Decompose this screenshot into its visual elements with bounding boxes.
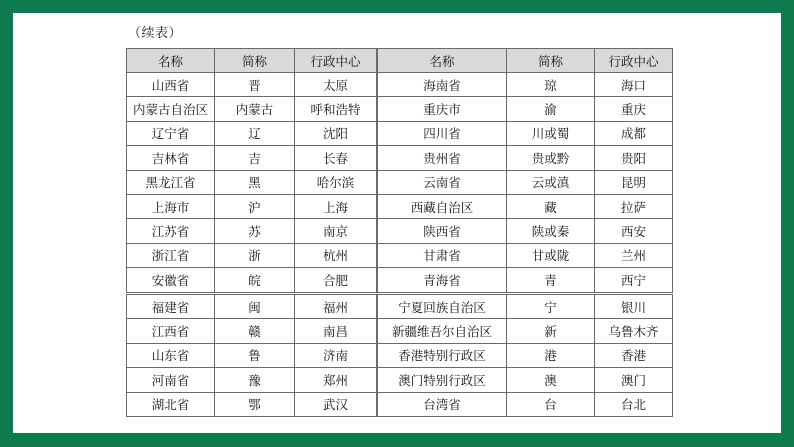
cell-abbr: 浙 (215, 243, 295, 267)
cell-abbr: 陕或秦 (507, 219, 595, 243)
cell-abbr: 宁 (507, 295, 595, 319)
cell-capital: 呼和浩特 (295, 97, 377, 121)
cell-capital: 福州 (295, 295, 377, 319)
cell-name: 新疆维吾尔自治区 (378, 319, 507, 343)
cell-name: 海南省 (378, 73, 507, 97)
cell-name: 内蒙古自治区 (127, 97, 215, 121)
cell-name: 山西省 (127, 73, 215, 97)
right-table-bottom (377, 294, 673, 417)
right-table-top (377, 48, 673, 293)
cell-abbr: 豫 (215, 368, 295, 392)
cell-capital: 澳门 (595, 368, 673, 392)
cell-abbr: 藏 (507, 194, 595, 218)
table-row (378, 73, 673, 97)
table-row (127, 343, 377, 367)
cell-capital: 武汉 (295, 392, 377, 416)
cell-name: 湖北省 (127, 392, 215, 416)
cell-capital: 哈尔滨 (295, 170, 377, 194)
table-row (127, 268, 377, 292)
header-capital: 行政中心 (595, 49, 673, 73)
cell-abbr: 黑 (215, 170, 295, 194)
cell-abbr: 内蒙古 (215, 97, 295, 121)
cell-abbr: 沪 (215, 194, 295, 218)
cell-name: 甘肃省 (378, 243, 507, 267)
cell-name: 山东省 (127, 343, 215, 367)
cell-abbr: 苏 (215, 219, 295, 243)
cell-abbr: 赣 (215, 319, 295, 343)
left-table-bottom (126, 294, 377, 417)
cell-name: 贵州省 (378, 146, 507, 170)
cell-name: 香港特别行政区 (378, 343, 507, 367)
cell-capital: 香港 (595, 343, 673, 367)
header-abbr: 简称 (507, 49, 595, 73)
cell-abbr: 贵或黔 (507, 146, 595, 170)
cell-name: 云南省 (378, 170, 507, 194)
table-row (378, 146, 673, 170)
cell-abbr: 云或滇 (507, 170, 595, 194)
table-row (378, 121, 673, 145)
cell-capital: 成都 (595, 121, 673, 145)
cell-name: 江苏省 (127, 219, 215, 243)
cell-capital: 长春 (295, 146, 377, 170)
table-row (378, 243, 673, 267)
table-row (378, 170, 673, 194)
cell-name: 辽宁省 (127, 121, 215, 145)
table-row (378, 268, 673, 292)
slide (13, 13, 781, 433)
table-row (127, 97, 377, 121)
table-row (127, 170, 377, 194)
cell-capital: 乌鲁木齐 (595, 319, 673, 343)
cell-capital: 南京 (295, 219, 377, 243)
cell-capital: 合肥 (295, 268, 377, 292)
cell-abbr: 琼 (507, 73, 595, 97)
table-row (378, 219, 673, 243)
cell-name: 福建省 (127, 295, 215, 319)
cell-name: 宁夏回族自治区 (378, 295, 507, 319)
cell-name: 台湾省 (378, 392, 507, 416)
cell-name: 浙江省 (127, 243, 215, 267)
cell-name: 吉林省 (127, 146, 215, 170)
table-row (378, 368, 673, 392)
cell-name: 江西省 (127, 319, 215, 343)
cell-capital: 上海 (295, 194, 377, 218)
cell-name: 青海省 (378, 268, 507, 292)
table-row (127, 146, 377, 170)
table-row (127, 368, 377, 392)
table-row (127, 219, 377, 243)
header-row (127, 49, 377, 73)
header-abbr: 简称 (215, 49, 295, 73)
table-row (378, 319, 673, 343)
cell-abbr: 台 (507, 392, 595, 416)
cell-abbr: 川或蜀 (507, 121, 595, 145)
cell-capital: 海口 (595, 73, 673, 97)
cell-capital: 沈阳 (295, 121, 377, 145)
cell-abbr: 闽 (215, 295, 295, 319)
cell-capital: 拉萨 (595, 194, 673, 218)
left-table-top (126, 48, 377, 293)
cell-abbr: 澳 (507, 368, 595, 392)
cell-capital: 贵阳 (595, 146, 673, 170)
cell-abbr: 晋 (215, 73, 295, 97)
cell-capital: 西安 (595, 219, 673, 243)
table-row (127, 73, 377, 97)
table-row (127, 392, 377, 416)
header-name: 名称 (378, 49, 507, 73)
cell-name: 河南省 (127, 368, 215, 392)
cell-capital: 郑州 (295, 368, 377, 392)
cell-name: 澳门特别行政区 (378, 368, 507, 392)
cell-abbr: 吉 (215, 146, 295, 170)
cell-abbr: 青 (507, 268, 595, 292)
cell-abbr: 皖 (215, 268, 295, 292)
table-row (378, 295, 673, 319)
cell-abbr: 新 (507, 319, 595, 343)
table-row (127, 121, 377, 145)
cell-name: 上海市 (127, 194, 215, 218)
cell-abbr: 辽 (215, 121, 295, 145)
table-row (127, 194, 377, 218)
header-name: 名称 (127, 49, 215, 73)
cell-capital: 银川 (595, 295, 673, 319)
cell-capital: 杭州 (295, 243, 377, 267)
cell-abbr: 渝 (507, 97, 595, 121)
header-row (378, 49, 673, 73)
table-row (127, 243, 377, 267)
cell-abbr: 港 (507, 343, 595, 367)
table-row (378, 392, 673, 416)
cell-capital: 太原 (295, 73, 377, 97)
cell-capital: 昆明 (595, 170, 673, 194)
cell-name: 重庆市 (378, 97, 507, 121)
cell-name: 西藏自治区 (378, 194, 507, 218)
table-row (378, 194, 673, 218)
cell-capital: 南昌 (295, 319, 377, 343)
table-row (127, 319, 377, 343)
cell-name: 陕西省 (378, 219, 507, 243)
cell-abbr: 鲁 (215, 343, 295, 367)
cell-abbr: 鄂 (215, 392, 295, 416)
table-caption: （续表） (128, 26, 183, 41)
cell-abbr: 甘或陇 (507, 243, 595, 267)
cell-capital: 济南 (295, 343, 377, 367)
cell-name: 四川省 (378, 121, 507, 145)
table-row (378, 97, 673, 121)
cell-capital: 兰州 (595, 243, 673, 267)
cell-name: 黑龙江省 (127, 170, 215, 194)
cell-capital: 重庆 (595, 97, 673, 121)
cell-capital: 西宁 (595, 268, 673, 292)
cell-capital: 台北 (595, 392, 673, 416)
cell-name: 安徽省 (127, 268, 215, 292)
header-capital: 行政中心 (295, 49, 377, 73)
table-row (378, 343, 673, 367)
table-row (127, 295, 377, 319)
